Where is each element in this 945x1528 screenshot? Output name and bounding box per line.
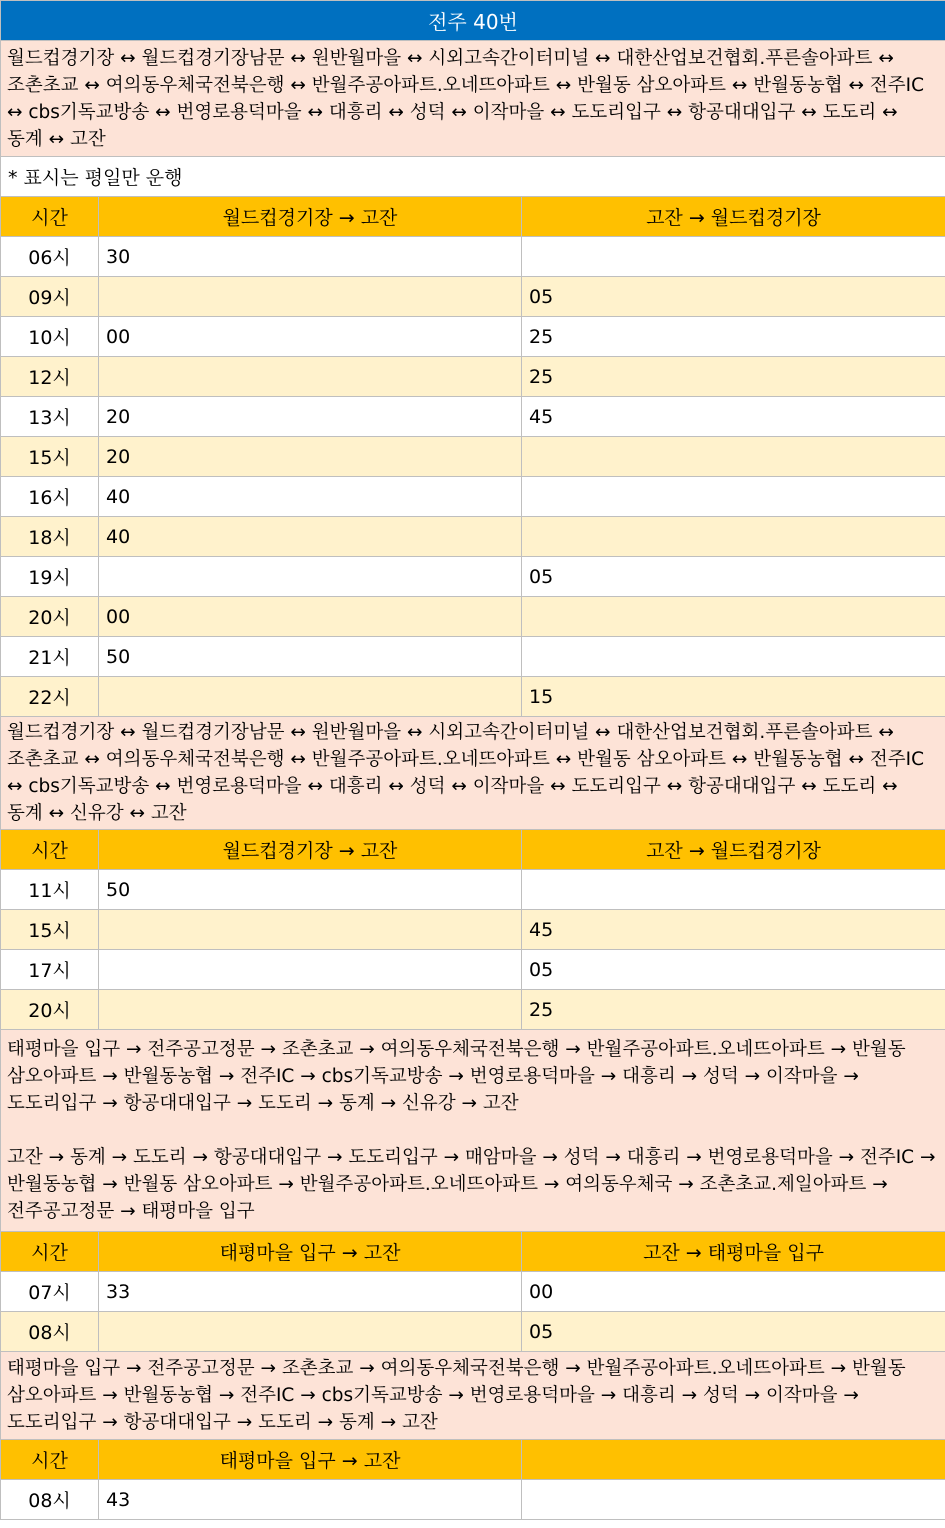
table-row bbox=[1, 237, 945, 277]
hour-cell: 15시 bbox=[1, 910, 99, 950]
table-row bbox=[1, 1480, 945, 1520]
inbound-minute-cell: 00 bbox=[522, 1272, 945, 1312]
inbound-minute-cell bbox=[522, 477, 945, 517]
table-row bbox=[1, 910, 945, 950]
outbound-minute-cell: 20 bbox=[99, 397, 522, 437]
table-row bbox=[1, 637, 945, 677]
table-row bbox=[1, 870, 945, 910]
outbound-minute-cell: 20 bbox=[99, 437, 522, 477]
outbound-minute-cell bbox=[99, 910, 522, 950]
hour-cell: 12시 bbox=[1, 357, 99, 397]
route-text: 태평마을 입구 → 전주공고정문 → 조촌초교 → 여의동우체국전북은행 → 반월주공아파트.오네뜨아파트 → 반월동 삼오아파트 → 반월동농협 → 전주IC → cbs기독교방송 → 번영로용덕마을 → 대흥리 → 성덕 → 이작마을 → 도도리입구 → 항공대대입구 → 도도리 → 동계 → 신유강 → 고잔 bbox=[7, 1039, 906, 1114]
inbound-minute-cell: 25 bbox=[522, 990, 945, 1030]
outbound-minute-cell: 40 bbox=[99, 477, 522, 517]
table-header bbox=[1, 1440, 945, 1480]
hour-cell: 20시 bbox=[1, 597, 99, 637]
route-description bbox=[1, 1030, 945, 1232]
table-header bbox=[1, 830, 945, 870]
hour-cell: 17시 bbox=[1, 950, 99, 990]
inbound-minute-cell bbox=[522, 1480, 945, 1520]
route-row bbox=[1, 717, 945, 830]
header-time: 시간 bbox=[1, 830, 99, 870]
header-inbound bbox=[522, 1440, 945, 1480]
table-row bbox=[1, 437, 945, 477]
hour-cell: 16시 bbox=[1, 477, 99, 517]
route-description bbox=[1, 1352, 945, 1440]
outbound-minute-cell bbox=[99, 677, 522, 717]
route-row bbox=[1, 1352, 945, 1440]
inbound-minute-cell bbox=[522, 637, 945, 677]
outbound-minute-cell: 43 bbox=[99, 1480, 522, 1520]
table-row bbox=[1, 990, 945, 1030]
outbound-minute-cell: 40 bbox=[99, 517, 522, 557]
table-row bbox=[1, 557, 945, 597]
hour-cell: 13시 bbox=[1, 397, 99, 437]
outbound-minute-cell: 33 bbox=[99, 1272, 522, 1312]
outbound-minute-cell: 00 bbox=[99, 317, 522, 357]
route-row bbox=[1, 1030, 945, 1232]
header-time: 시간 bbox=[1, 1232, 99, 1272]
header-outbound: 월드컵경기장 → 고잔 bbox=[99, 830, 522, 870]
inbound-minute-cell bbox=[522, 437, 945, 477]
hour-cell: 09시 bbox=[1, 277, 99, 317]
route-text-return: 고잔 → 동계 → 도도리 → 항공대대입구 → 도도리입구 → 매암마을 → 성덕 → 대흥리 → 번영로용덕마을 → 전주IC → 반월동농협 → 반월동 삼오아파트 → 반월주공아파트.오네뜨아파트 → 여의동우체국 → 조촌초교.제일아파트 → 전주공고정문 → 태평마을 입구 bbox=[7, 1147, 936, 1222]
hour-cell: 07시 bbox=[1, 1272, 99, 1312]
table-row bbox=[1, 397, 945, 437]
hour-cell: 20시 bbox=[1, 990, 99, 1030]
outbound-minute-cell: 00 bbox=[99, 597, 522, 637]
hour-cell: 08시 bbox=[1, 1480, 99, 1520]
inbound-minute-cell bbox=[522, 517, 945, 557]
table-row bbox=[1, 597, 945, 637]
inbound-minute-cell: 25 bbox=[522, 317, 945, 357]
hour-cell: 15시 bbox=[1, 437, 99, 477]
hour-cell: 21시 bbox=[1, 637, 99, 677]
hour-cell: 22시 bbox=[1, 677, 99, 717]
outbound-minute-cell: 30 bbox=[99, 237, 522, 277]
table-header bbox=[1, 197, 945, 237]
table-row bbox=[1, 317, 945, 357]
table-row bbox=[1, 1312, 945, 1352]
header-inbound: 고잔 → 태평마을 입구 bbox=[522, 1232, 945, 1272]
outbound-minute-cell bbox=[99, 990, 522, 1030]
hour-cell: 11시 bbox=[1, 870, 99, 910]
inbound-minute-cell: 15 bbox=[522, 677, 945, 717]
inbound-minute-cell: 45 bbox=[522, 397, 945, 437]
table-row bbox=[1, 517, 945, 557]
hour-cell: 10시 bbox=[1, 317, 99, 357]
inbound-minute-cell: 05 bbox=[522, 1312, 945, 1352]
inbound-minute-cell: 05 bbox=[522, 557, 945, 597]
title-row bbox=[1, 1, 945, 41]
route-row bbox=[1, 41, 945, 157]
hour-cell: 18시 bbox=[1, 517, 99, 557]
table-row bbox=[1, 477, 945, 517]
route-text: 월드컵경기장 ↔ 월드컵경기장남문 ↔ 원반월마을 ↔ 시외고속간이터미널 ↔ 대한산업보건협회.푸른솔아파트 ↔ 조촌초교 ↔ 여의동우체국전북은행 ↔ 반월주공아파트.오네뜨아파트 ↔ 반월동 삼오아파트 ↔ 반월동농협 ↔ 전주IC ↔ cbs기독교방송 ↔ 번영로용덕마을 ↔ 대흥리 ↔ 성덕 ↔ 이작마을 ↔ 도도리입구 ↔ 항공대대입구 ↔ 도도리 ↔ 동계 ↔ 신유강 ↔ 고잔 bbox=[7, 722, 925, 824]
header-inbound: 고잔 → 월드컵경기장 bbox=[522, 830, 945, 870]
hour-cell: 08시 bbox=[1, 1312, 99, 1352]
table-header bbox=[1, 1232, 945, 1272]
inbound-minute-cell bbox=[522, 597, 945, 637]
route-description bbox=[1, 717, 945, 830]
outbound-minute-cell bbox=[99, 357, 522, 397]
header-outbound: 태평마을 입구 → 고잔 bbox=[99, 1232, 522, 1272]
table-row bbox=[1, 1272, 945, 1312]
route-spacer bbox=[7, 1117, 939, 1144]
header-time: 시간 bbox=[1, 1440, 99, 1480]
hour-cell: 19시 bbox=[1, 557, 99, 597]
header-outbound: 월드컵경기장 → 고잔 bbox=[99, 197, 522, 237]
inbound-minute-cell: 25 bbox=[522, 357, 945, 397]
page-title: 전주 40번 bbox=[1, 1, 945, 41]
outbound-minute-cell bbox=[99, 277, 522, 317]
header-inbound: 고잔 → 월드컵경기장 bbox=[522, 197, 945, 237]
outbound-minute-cell bbox=[99, 557, 522, 597]
route-text: 월드컵경기장 ↔ 월드컵경기장남문 ↔ 원반월마을 ↔ 시외고속간이터미널 ↔ 대한산업보건협회.푸른솔아파트 ↔ 조촌초교 ↔ 여의동우체국전북은행 ↔ 반월주공아파트.오네뜨아파트 ↔ 반월동 삼오아파트 ↔ 반월동농협 ↔ 전주IC ↔ cbs기독교방송 ↔ 번영로용덕마을 ↔ 대흥리 ↔ 성덕 ↔ 이작마을 ↔ 도도리입구 ↔ 항공대대입구 ↔ 도도리 ↔ 동계 ↔ 고잔 bbox=[7, 47, 925, 150]
table-row bbox=[1, 950, 945, 990]
header-time: 시간 bbox=[1, 197, 99, 237]
weekday-note: * 표시는 평일만 운행 bbox=[1, 157, 945, 197]
table-row bbox=[1, 357, 945, 397]
hour-cell: 06시 bbox=[1, 237, 99, 277]
outbound-minute-cell bbox=[99, 1312, 522, 1352]
outbound-minute-cell: 50 bbox=[99, 637, 522, 677]
route-text: 태평마을 입구 → 전주공고정문 → 조촌초교 → 여의동우체국전북은행 → 반월주공아파트.오네뜨아파트 → 반월동 삼오아파트 → 반월동농협 → 전주IC → cbs기독교방송 → 번영로용덕마을 → 대흥리 → 성덕 → 이작마을 → 도도리입구 → 항공대대입구 → 도도리 → 동계 → 고잔 bbox=[7, 1358, 906, 1433]
header-outbound: 태평마을 입구 → 고잔 bbox=[99, 1440, 522, 1480]
note-row bbox=[1, 157, 945, 197]
outbound-minute-cell: 50 bbox=[99, 870, 522, 910]
inbound-minute-cell: 45 bbox=[522, 910, 945, 950]
inbound-minute-cell: 05 bbox=[522, 950, 945, 990]
inbound-minute-cell bbox=[522, 237, 945, 277]
outbound-minute-cell bbox=[99, 950, 522, 990]
route-description bbox=[1, 41, 945, 157]
inbound-minute-cell: 05 bbox=[522, 277, 945, 317]
inbound-minute-cell bbox=[522, 870, 945, 910]
table-row bbox=[1, 277, 945, 317]
table-row bbox=[1, 677, 945, 717]
